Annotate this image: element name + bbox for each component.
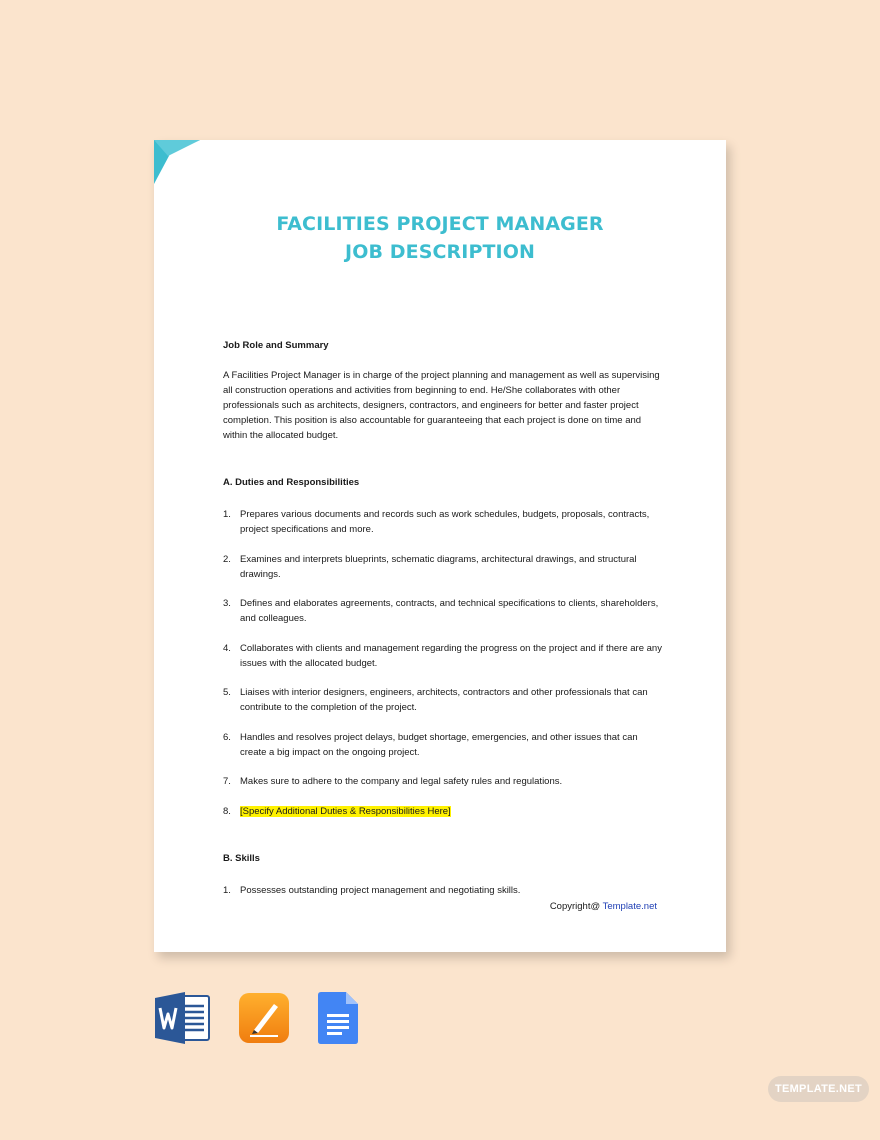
document-title <box>154 210 726 266</box>
document-page <box>154 140 726 952</box>
summary-heading: Job Role and Summary <box>223 340 329 351</box>
skills-list <box>223 883 663 898</box>
list-text: Defines and elaborates agreements, contracts, and technical specifications to clients, shareholders, and colleagues. <box>240 598 659 624</box>
skills-heading: B. Skills <box>223 853 260 864</box>
list-number: 5. <box>223 687 231 698</box>
copyright-prefix: Copyright@ <box>549 901 603 912</box>
title-line-1: FACILITIES PROJECT MANAGER <box>276 213 604 235</box>
corner-decoration <box>154 140 200 186</box>
list-text: Collaborates with clients and management regarding the progress on the project and if there are any issues with the allocated budget. <box>240 642 662 669</box>
list-number: 8. <box>223 805 231 817</box>
list-number: 2. <box>223 553 231 565</box>
pages-icon[interactable] <box>238 992 290 1044</box>
list-number: 4. <box>223 642 231 654</box>
list-number: 1. <box>223 509 231 520</box>
list-item <box>223 552 663 582</box>
list-item <box>223 883 663 898</box>
word-icon[interactable] <box>155 992 211 1044</box>
list-number: 1. <box>223 885 231 896</box>
list-number: 6. <box>223 731 231 743</box>
list-item <box>223 774 663 789</box>
list-text: Handles and resolves project delays, budget shortage, emergencies, and other issues that can create a big impact on the ongoing project. <box>240 731 638 758</box>
list-item <box>223 730 663 760</box>
google-docs-icon[interactable] <box>318 992 358 1044</box>
summary-paragraph: A Facilities Project Manager is in charge of the project planning and management as well as supervising all construction operations and activities from beginning to end. He/She collaborates with other professionals such as architects, designers, contractors, and engineers for better and faster project completion. This position is also accountable for guaranteeing that each project is done on time and within the allocated budget. <box>223 370 660 441</box>
list-text: Possesses outstanding project management and negotiating skills. <box>240 885 521 896</box>
list-text: Examines and interprets blueprints, schematic diagrams, architectural drawings, and structural drawings. <box>240 553 637 580</box>
list-text: Liaises with interior designers, engineers, architects, contractors and other professionals that can contribute to the completion of the project. <box>240 687 648 713</box>
placeholder-highlight: [Specify Additional Duties & Responsibilities Here] <box>240 805 451 817</box>
list-number: 3. <box>223 598 231 609</box>
list-item <box>223 507 663 537</box>
copyright-link[interactable]: Template.net <box>602 901 657 912</box>
list-number: 7. <box>223 776 231 787</box>
list-item <box>223 804 663 819</box>
duties-heading: A. Duties and Responsibilities <box>223 477 360 488</box>
list-item <box>223 641 663 671</box>
list-item <box>223 596 663 626</box>
title-line-2: JOB DESCRIPTION <box>345 241 535 263</box>
list-text: Makes sure to adhere to the company and legal safety rules and regulations. <box>240 776 563 787</box>
document-body <box>223 338 663 913</box>
duties-list <box>223 507 663 819</box>
copyright <box>550 901 657 912</box>
list-text: Prepares various documents and records such as work schedules, budgets, proposals, contracts, project specifications and more. <box>240 509 650 535</box>
template-net-badge[interactable]: TEMPLATE.NET <box>768 1076 869 1102</box>
list-item <box>223 685 663 715</box>
